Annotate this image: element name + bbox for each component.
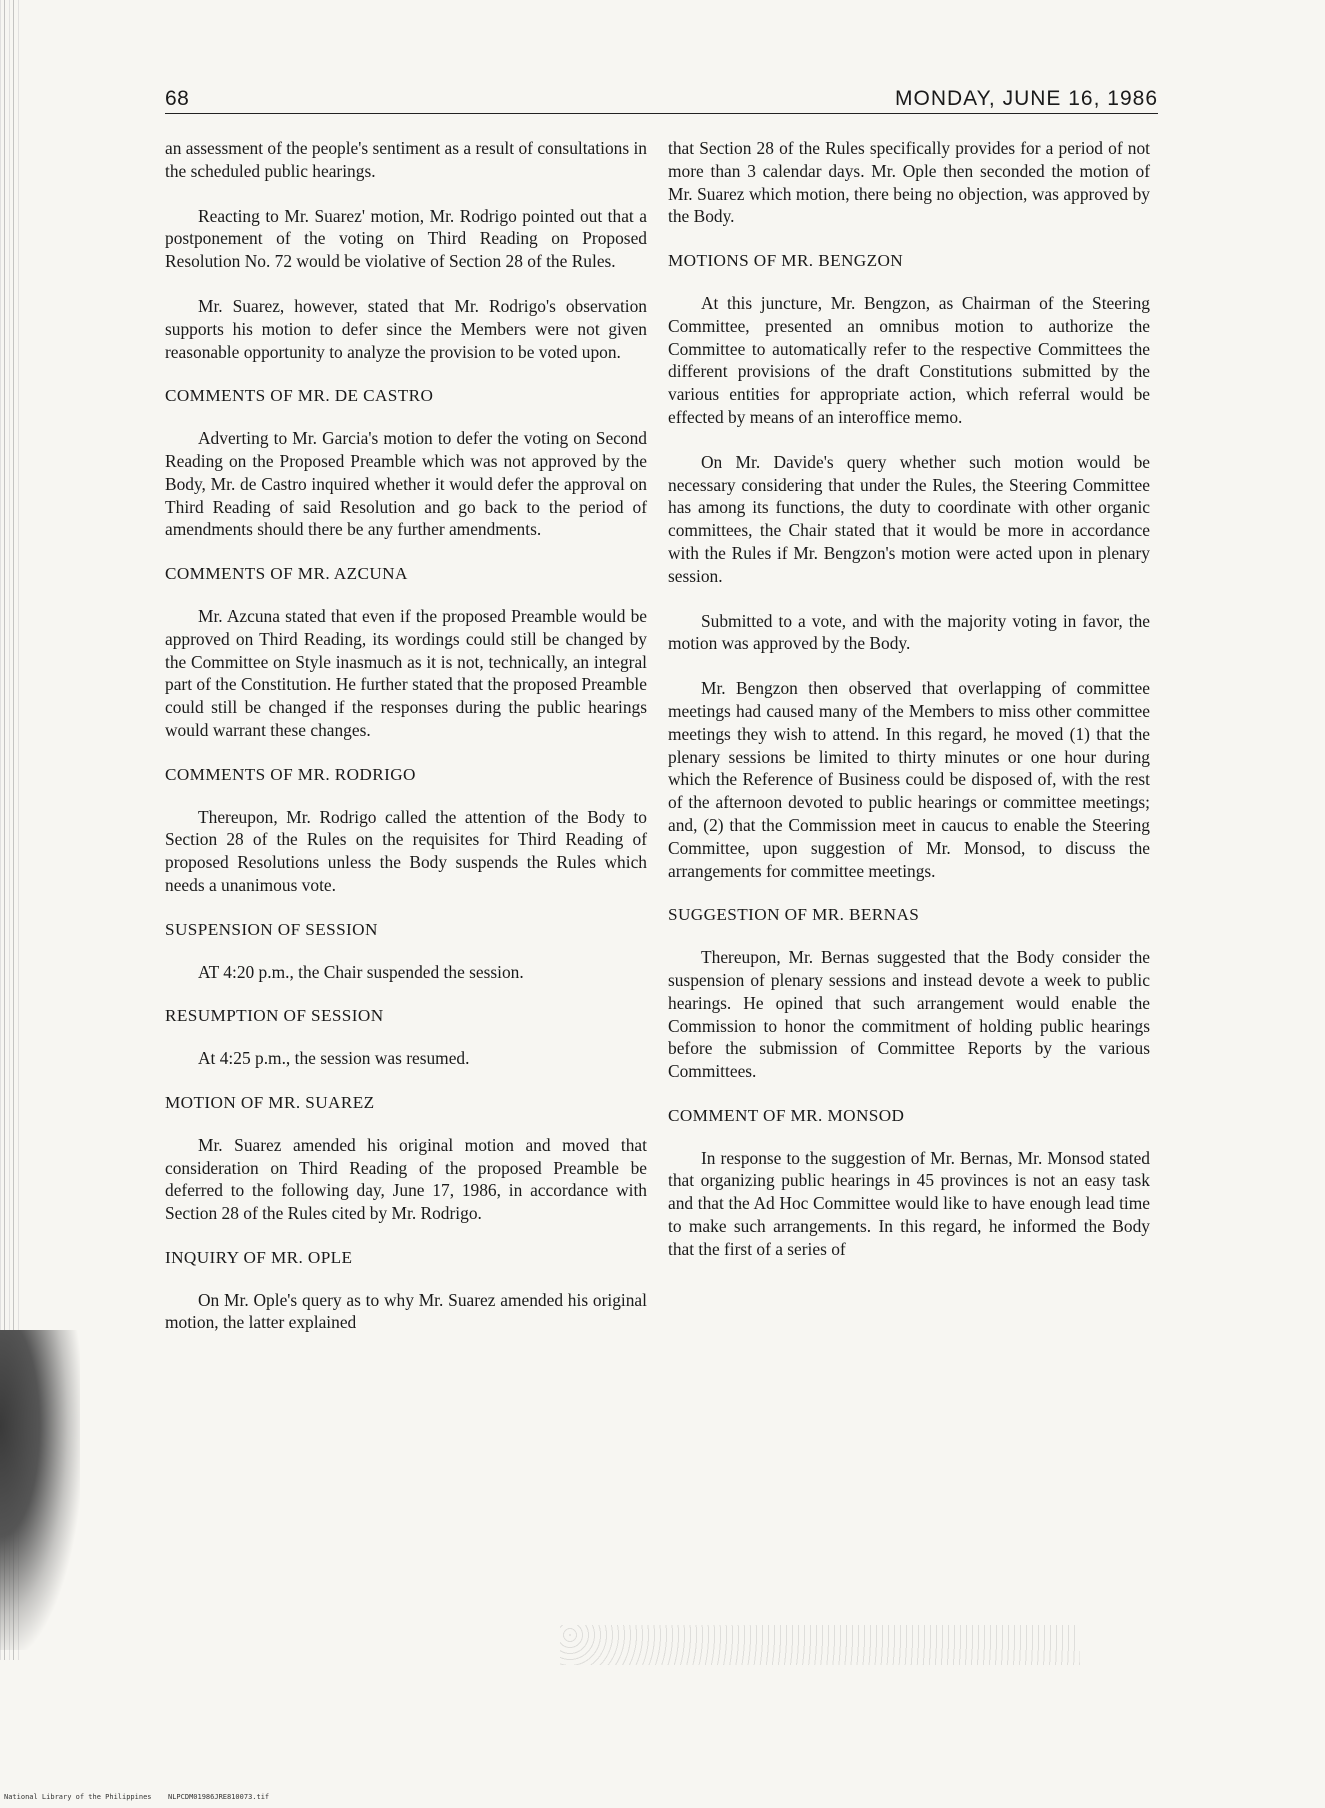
paragraph: an assessment of the people's sentiment as a result of consultations in the scheduled public hearings. [165, 138, 647, 181]
paragraph: On Mr. Ople's query as to why Mr. Suarez amended his original motion, the latter explained [165, 1289, 647, 1333]
paragraph: that Section 28 of the Rules specifically provides for a period of not more than 3 calendar days. Mr. Ople then seconded the motion of Mr. Suarez which motion, there being no objection, was approved by the Body. [668, 138, 1150, 227]
footer-file: NLPCDM01986JRE810073.tif [168, 1793, 270, 1801]
right-column [668, 137, 1150, 1283]
paragraph: In response to the suggestion of Mr. Bernas, Mr. Monsod stated that organizing public hearings in 45 provinces is not an easy task and that the Ad Hoc Committee would like to have enough lead time to make such arrangements. In this regard, he informed the Body that the first of a series of [668, 1147, 1150, 1259]
section-heading: RESUMPTION OF SESSION [165, 1006, 384, 1026]
section-heading: SUGGESTION OF MR. BERNAS [668, 905, 920, 925]
section-heading: COMMENTS OF MR. AZCUNA [165, 564, 408, 584]
paragraph: Mr. Suarez amended his original motion and moved that consideration on Third Reading of the proposed Preamble be deferred to the following day, June 17, 1986, in accordance with Section 28 of the Rules cited by Mr. Rodrigo. [165, 1134, 647, 1224]
section-heading: COMMENTS OF MR. RODRIGO [165, 764, 416, 784]
paragraph: Mr. Azcuna stated that even if the proposed Preamble would be approved on Third Reading, its wordings could still be changed by the Committee on Style inasmuch as it is not, technically, an integral part of the Constitution. He further stated that the proposed Preamble could still be changed if the responses during the public hearings would warrant these changes. [165, 605, 647, 740]
section-heading: COMMENT OF MR. MONSOD [668, 1105, 905, 1125]
page-number: 68 [165, 87, 190, 110]
footer-source: National Library of the Philippines [4, 1793, 152, 1801]
page-date: MONDAY, JUNE 16, 1986 [895, 87, 1158, 110]
scan-noise-artifact [560, 1625, 1080, 1665]
paragraph: Submitted to a vote, and with the majority voting in favor, the motion was approved by the Body. [668, 610, 1150, 654]
paragraph: AT 4:20 p.m., the Chair suspended the session. [198, 961, 524, 982]
paragraph: Reacting to Mr. Suarez' motion, Mr. Rodrigo pointed out that a postponement of the voting on Third Reading on Proposed Resolution No. 72 would be violative of Section 28 of the Rules. [165, 205, 647, 272]
paragraph: Thereupon, Mr. Bernas suggested that the Body consider the suspension of plenary sessions and instead devote a week to public hearings. He opined that such arrangement would enable the Commission to honor the commitment of holding public hearings before the submission of Committee Reports by the various Committees. [668, 947, 1150, 1082]
left-column [165, 137, 647, 1356]
paragraph: Thereupon, Mr. Rodrigo called the attention of the Body to Section 28 of the Rules on the requisites for Third Reading of proposed Resolutions unless the Body suspends the Rules which needs a unanimous vote. [165, 806, 647, 895]
paragraph: At this juncture, Mr. Bengzon, as Chairman of the Steering Committee, presented an omnibus motion to authorize the Committee to automatically refer to the respective Committees the different provisions of the draft Constitutions submitted by the various entities for appropriate action, which referral would be effected by means of an interoffice memo. [668, 292, 1150, 427]
scan-shadow-artifact [0, 1330, 80, 1650]
page-header [165, 87, 1158, 114]
section-heading: MOTIONS OF MR. BENGZON [668, 251, 904, 271]
paragraph: Mr. Bengzon then observed that overlapping of committee meetings had caused many of the Members to miss other committee meetings they wish to attend. In this regard, he moved (1) that the plenary sessions be limited to thirty minutes or one hour during which the Reference of Business could be disposed of, with the rest of the afternoon devoted to public hearings or committee meetings; and, (2) that the Commission meet in caucus to enable the Steering Committee, upon suggestion of Mr. Monsod, to discuss the arrangements for committee meetings. [668, 678, 1150, 881]
section-heading: INQUIRY OF MR. OPLE [165, 1247, 353, 1267]
paragraph: On Mr. Davide's query whether such motion would be necessary considering that under the Rules, the Steering Committee has among its functions, the duty to coordinate with other organic committees, the Chair stated that it would be more in accordance with the Rules if Mr. Bengzon's motion were acted upon in plenary session. [668, 451, 1150, 586]
paragraph: Adverting to Mr. Garcia's motion to defer the voting on Second Reading on the Proposed Preamble which was not approved by the Body, Mr. de Castro inquired whether it would defer the approval on Third Reading of said Resolution and go back to the period of amendments should there be any further amendments. [165, 428, 647, 540]
section-heading: MOTION OF MR. SUAREZ [165, 1092, 375, 1112]
paragraph: Mr. Suarez, however, stated that Mr. Rodrigo's observation supports his motion to defer since the Members were not given reasonable opportunity to analyze the provision to be voted upon. [165, 295, 647, 362]
section-heading: SUSPENSION OF SESSION [165, 919, 378, 939]
section-heading: COMMENTS OF MR. DE CASTRO [165, 386, 434, 406]
paragraph: At 4:25 p.m., the session was resumed. [198, 1048, 470, 1069]
